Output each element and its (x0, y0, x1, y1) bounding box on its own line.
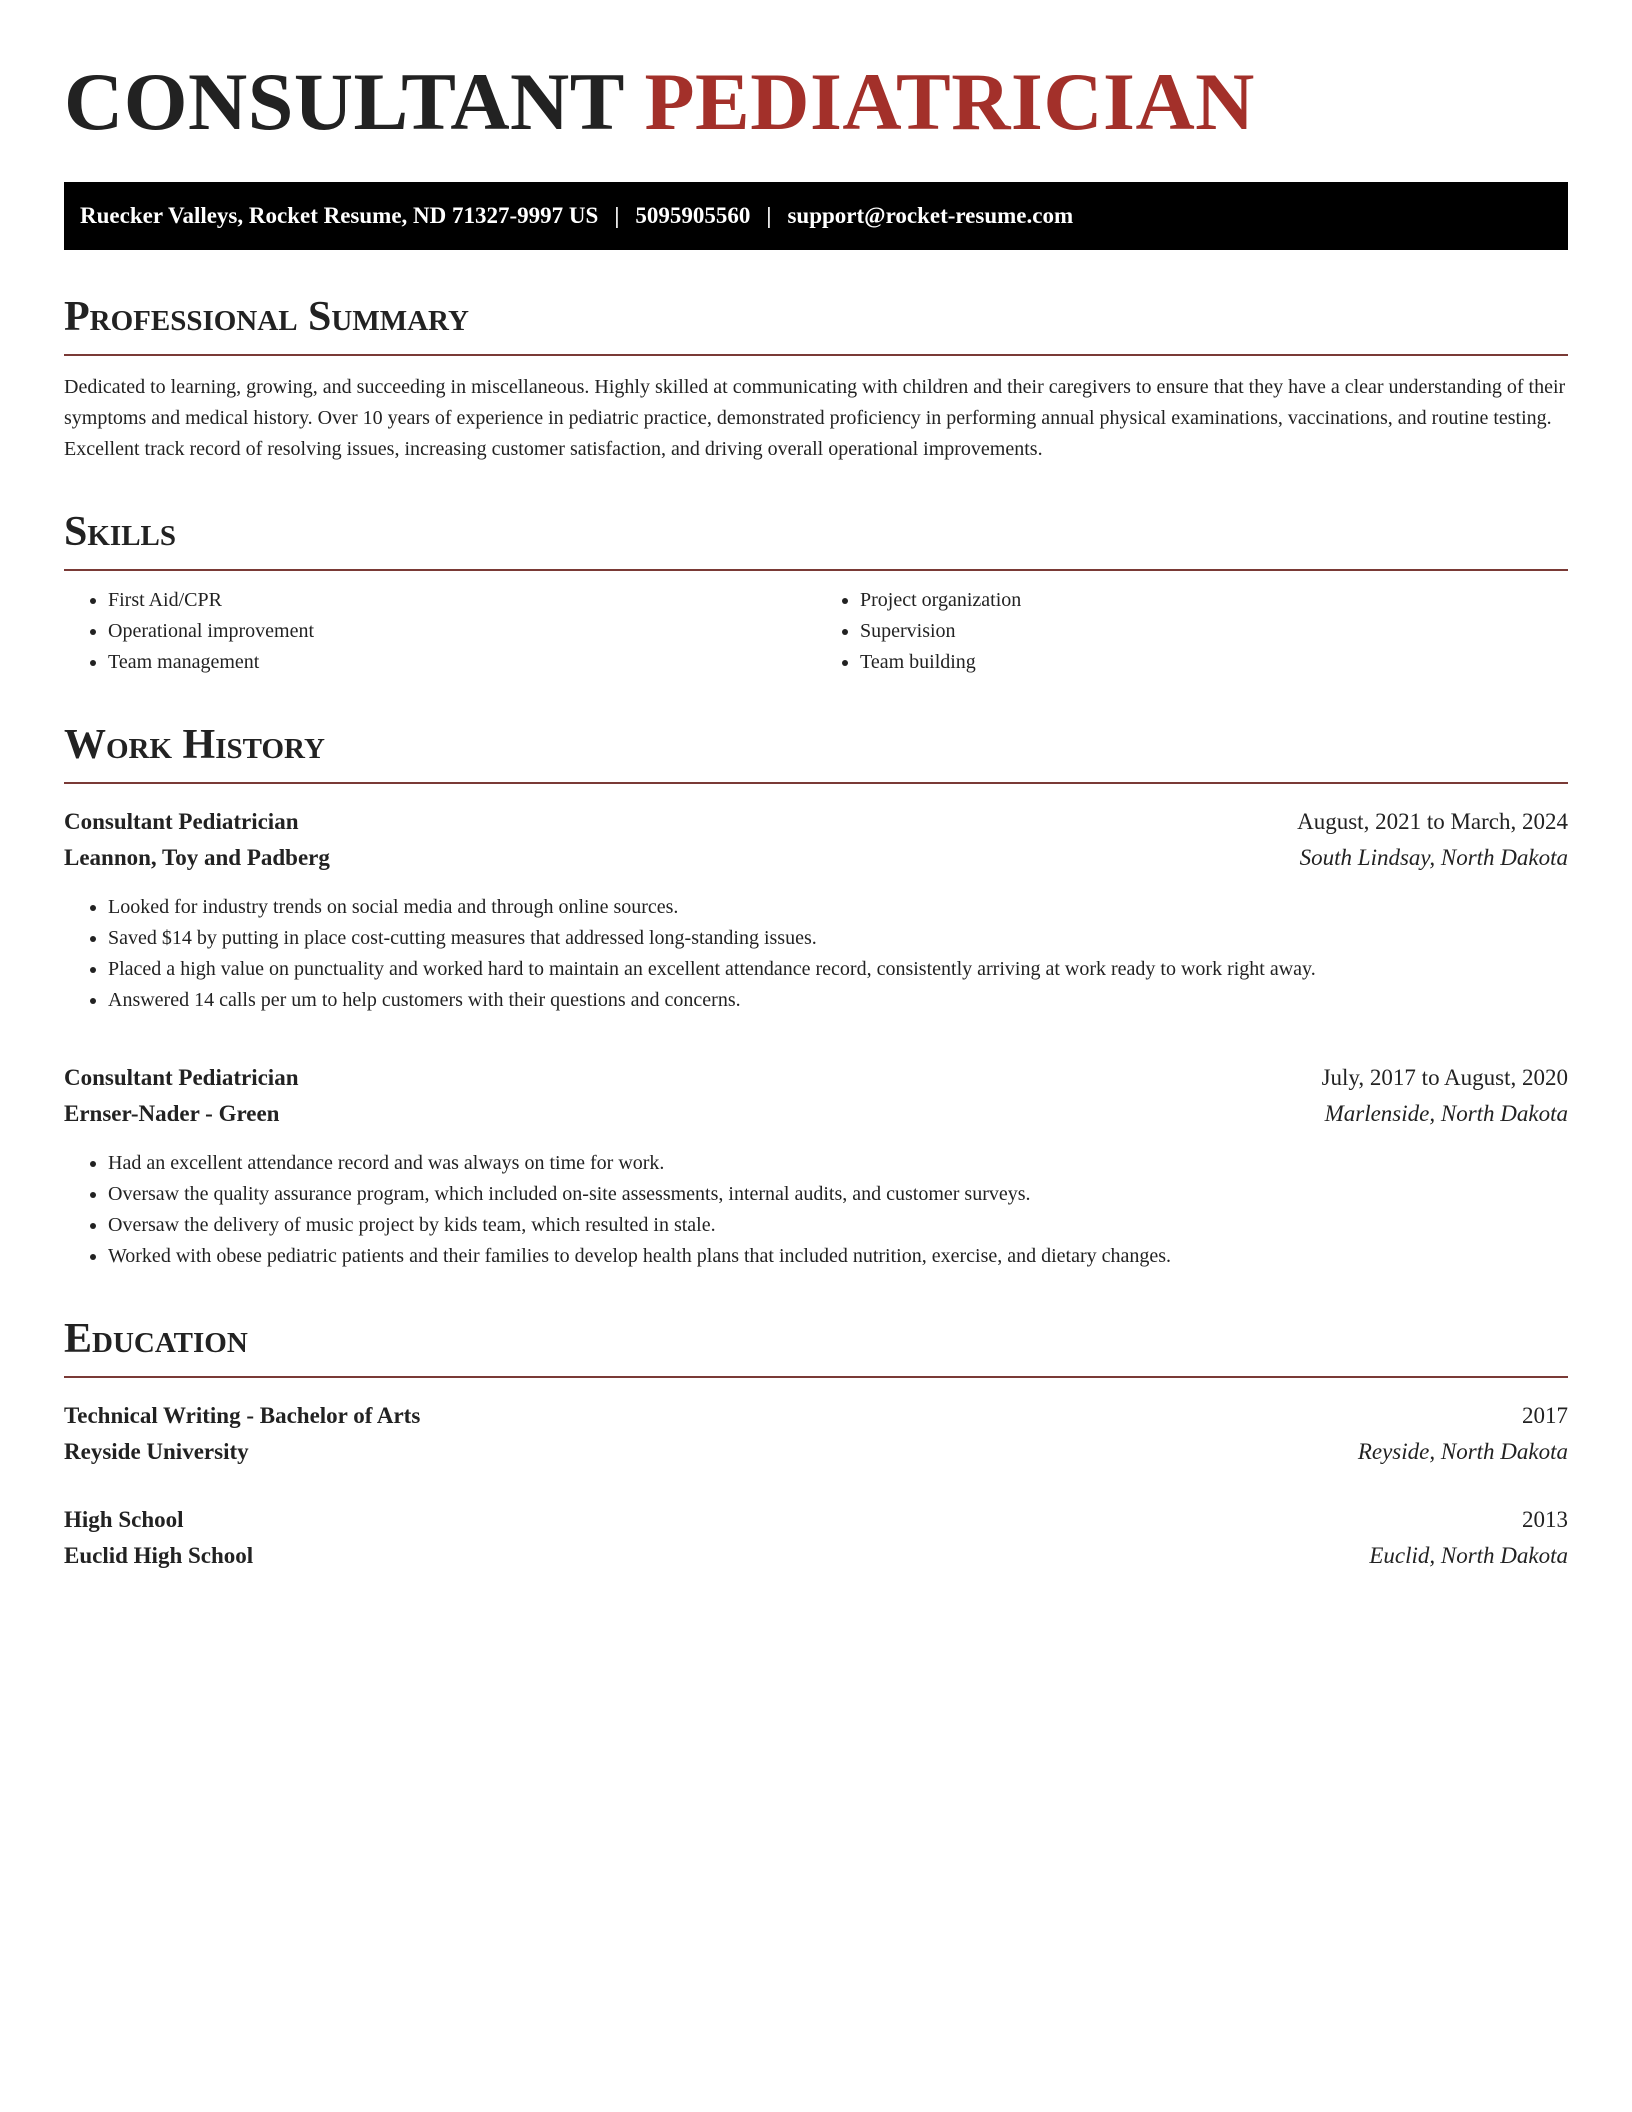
job-company-row (64, 1096, 1568, 1132)
summary-section (64, 292, 1568, 465)
section-divider (64, 782, 1568, 784)
skill-item: • Team management (108, 647, 816, 678)
job-bullet: • Looked for industry trends on social media and through online sources. (108, 892, 1568, 923)
job-company: Leannon, Toy and Padberg (64, 845, 330, 870)
skills-right-column (816, 585, 1568, 678)
education-school-row (64, 1434, 1568, 1470)
skills-section (64, 507, 1568, 678)
skills-heading: Skills (64, 509, 177, 555)
job-company: Ernser-Nader - Green (64, 1101, 280, 1126)
education-degree: Technical Writing - Bachelor of Arts (64, 1403, 421, 1428)
education-heading: Education (64, 1316, 248, 1362)
job-bullet: • Had an excellent attendance record and was always on time for work. (108, 1148, 1568, 1179)
education-location: Reyside, North Dakota (1357, 1439, 1568, 1464)
job-dates: July, 2017 to August, 2020 (1321, 1065, 1568, 1090)
job-title-row (64, 804, 1568, 840)
skill-item: • Operational improvement (108, 616, 816, 647)
education-degree: High School (64, 1507, 184, 1532)
education-school: Euclid High School (64, 1543, 254, 1568)
contact-address: Ruecker Valleys, Rocket Resume, ND 71327-9997 US (80, 203, 599, 228)
job-bullet: • Worked with obese pediatric patients and their families to develop health plans that included nutrition, exercise, and dietary changes. (108, 1241, 1568, 1272)
education-section (64, 1314, 1568, 1574)
section-divider (64, 1376, 1568, 1378)
education-school-row (64, 1538, 1568, 1574)
education-location: Euclid, North Dakota (1369, 1543, 1568, 1568)
job-bullet: • Saved $14 by putting in place cost-cutting measures that addressed long-standing issues. (108, 923, 1568, 954)
education-entry (64, 1398, 1568, 1470)
education-year: 2013 (1522, 1507, 1568, 1532)
job-entry (64, 1060, 1568, 1272)
education-degree-row (64, 1502, 1568, 1538)
contact-separator: | (614, 203, 620, 228)
job-bullet: • Placed a high value on punctuality and worked hard to maintain an excellent attendance record, consistently arriving at work ready to work right away. (108, 954, 1568, 985)
title-first-word: CONSULTANT (64, 56, 624, 147)
job-title-row (64, 1060, 1568, 1096)
summary-heading: Professional Summary (64, 294, 469, 340)
contact-phone: 5095905560 (635, 203, 751, 228)
skill-item: • First Aid/CPR (108, 585, 816, 616)
job-location: South Lindsay, North Dakota (1299, 845, 1568, 870)
section-divider (64, 354, 1568, 356)
skills-left-column (64, 585, 816, 678)
education-entry (64, 1502, 1568, 1574)
job-title: Consultant Pediatrician (64, 1065, 299, 1090)
education-year: 2017 (1522, 1403, 1568, 1428)
contact-separator: | (766, 203, 772, 228)
skill-item: • Supervision (860, 616, 1568, 647)
job-entry (64, 804, 1568, 1016)
contact-email: support@rocket-resume.com (787, 203, 1074, 228)
job-dates: August, 2021 to March, 2024 (1297, 809, 1568, 834)
education-degree-row (64, 1398, 1568, 1434)
skill-item: • Project organization (860, 585, 1568, 616)
skills-columns (64, 585, 1568, 678)
education-school: Reyside University (64, 1439, 249, 1464)
job-bullets (64, 1148, 1568, 1272)
job-company-row (64, 840, 1568, 876)
section-divider (64, 569, 1568, 571)
job-bullet: • Answered 14 calls per um to help customers with their questions and concerns. (108, 985, 1568, 1016)
job-bullets (64, 892, 1568, 1016)
resume-title (64, 54, 1568, 150)
job-location: Marlenside, North Dakota (1324, 1101, 1568, 1126)
work-history-heading: Work History (64, 722, 325, 768)
contact-bar (64, 182, 1568, 250)
title-second-word: PEDIATRICIAN (644, 56, 1255, 147)
job-bullet: • Oversaw the quality assurance program, which included on-site assessments, internal audits, and customer surveys. (108, 1179, 1568, 1210)
summary-text: Dedicated to learning, growing, and succeeding in miscellaneous. Highly skilled at communicating with children and their caregivers to ensure that they have a clear understanding of their symptoms and medical history. Over 10 years of experience in pediatric practice, demonstrated proficiency in performing annual physical examinations, vaccinations, and routine testing. Excellent track record of resolving issues, increasing customer satisfaction, and driving overall operational improvements. (64, 376, 1566, 460)
skill-item: • Team building (860, 647, 1568, 678)
job-title: Consultant Pediatrician (64, 809, 299, 834)
job-bullet: • Oversaw the delivery of music project by kids team, which resulted in stale. (108, 1210, 1568, 1241)
work-history-section (64, 720, 1568, 1272)
